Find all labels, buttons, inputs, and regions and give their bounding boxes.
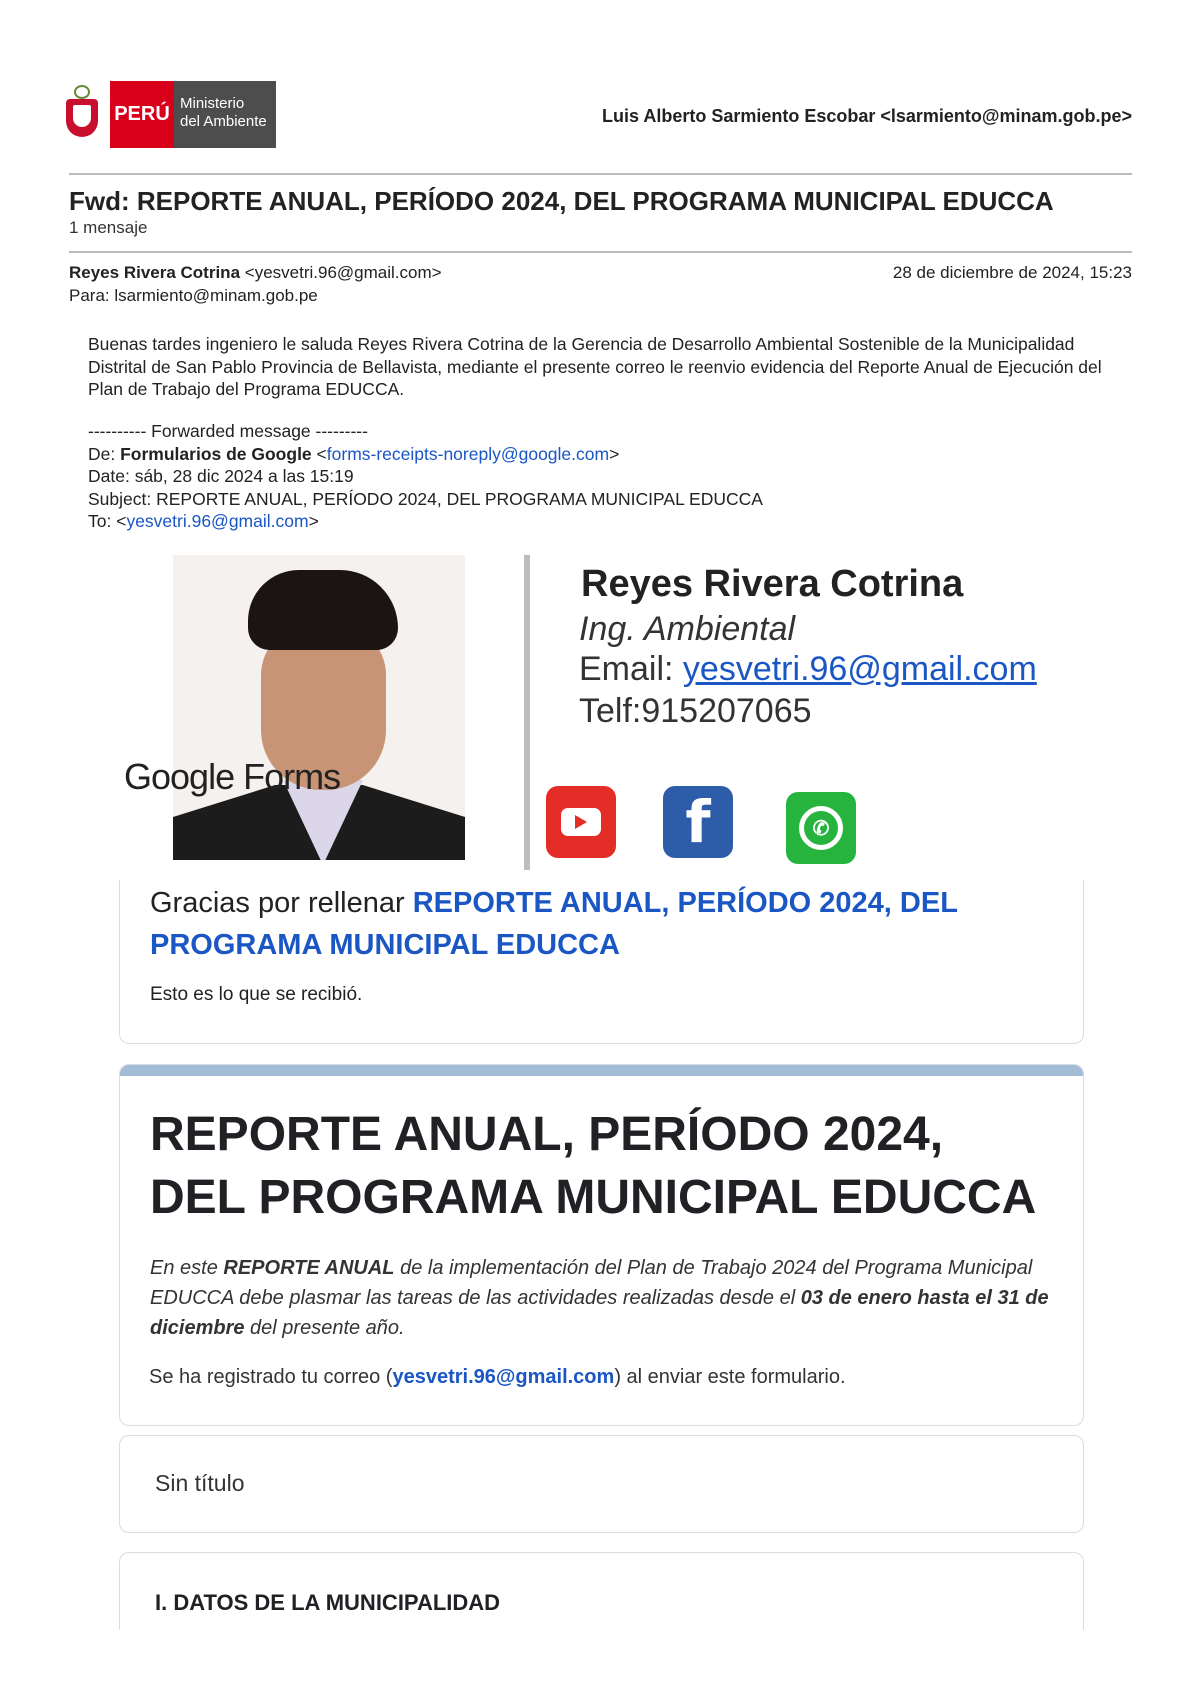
signature-role: Ing. Ambiental: [579, 610, 796, 648]
google-forms-logo: Google Forms: [124, 756, 341, 797]
recipient: Para: lsarmiento@minam.gob.pe: [69, 286, 318, 305]
forwarded-from: De: Formularios de Google <forms-receipts-noreply@google.com>: [88, 443, 620, 464]
signature-divider: [524, 555, 530, 870]
coat-of-arms-icon: [60, 83, 104, 147]
section-card-untitled: [119, 1435, 1084, 1533]
forwarded-from-email[interactable]: forms-receipts-noreply@google.com: [326, 443, 610, 464]
profile-photo: [173, 555, 465, 860]
sender: [69, 263, 442, 283]
form-description: En este REPORTE ANUAL de la implementación del Plan de Trabajo 2024 del Programa Municipal EDUCCA debe plasmar las tareas de las actividades realizadas desde el 03 de enero hasta el 31 de diciembre del presente año.: [150, 1257, 1049, 1339]
confirmation-card: [119, 880, 1084, 1044]
form-title: REPORTE ANUAL, PERÍODO 2024, DEL PROGRAMA MUNICIPAL EDUCCA: [150, 1108, 1037, 1224]
account-name: Luis Alberto Sarmiento Escobar <lsarmiento@minam.gob.pe>: [601, 106, 1132, 126]
logo-peru: PERÚ: [110, 81, 174, 148]
thanks-heading: Gracias por rellenar REPORTE ANUAL, PERÍODO 2024, DEL PROGRAMA MUNICIPAL EDUCCA: [150, 887, 958, 961]
sender-email: <yesvetri.96@gmail.com>: [244, 263, 442, 282]
whatsapp-icon[interactable]: ✆: [786, 792, 856, 864]
signature-name: Reyes Rivera Cotrina: [581, 563, 964, 605]
thread-title: Fwd: REPORTE ANUAL, PERÍODO 2024, DEL PROGRAMA MUNICIPAL EDUCCA: [69, 186, 1054, 216]
message-date: 28 de diciembre de 2024, 15:23: [892, 263, 1132, 282]
accent-band: [120, 1065, 1083, 1076]
message-count: 1 mensaje: [69, 218, 148, 237]
logo-ministry: Ministerio del Ambiente: [174, 81, 276, 148]
forwarded-separator: ---------- Forwarded message ---------: [88, 421, 368, 441]
forwarded-to-email[interactable]: yesvetri.96@gmail.com: [126, 511, 309, 532]
sender-name: Reyes Rivera Cotrina: [69, 263, 241, 282]
signature-email: Email: yesvetri.96@gmail.com: [579, 650, 1037, 688]
youtube-icon[interactable]: [546, 786, 616, 858]
form-header-card: [119, 1064, 1084, 1426]
signature-email-link[interactable]: yesvetri.96@gmail.com: [682, 650, 1037, 688]
message-body: Buenas tardes ingeniero le saluda Reyes Rivera Cotrina de la Gerencia de Desarrollo Ambiental Sostenible de la Municipalidad Distrital de San Pablo Provincia de Bellavista, mediante el presente correo le reenvio evidencia del Reporte Anual de Ejecución del Plan de Trabajo del Programa EDUCCA.: [88, 334, 1102, 399]
forwarded-header: [88, 420, 763, 533]
forwarded-subject: Subject: REPORTE ANUAL, PERÍODO 2024, DEL PROGRAMA MUNICIPAL EDUCCA: [88, 488, 763, 509]
registered-email-note: Se ha registrado tu correo (yesvetri.96@gmail.com) al enviar este formulario.: [149, 1366, 846, 1388]
signature-phone: Telf:915207065: [579, 692, 812, 730]
received-text: Esto es lo que se recibió.: [150, 984, 363, 1005]
registered-email[interactable]: yesvetri.96@gmail.com: [392, 1366, 615, 1388]
page-bottom: [0, 1630, 1190, 1690]
divider: [69, 251, 1132, 253]
section-title: I. DATOS DE LA MUNICIPALIDAD: [155, 1590, 501, 1615]
form-link[interactable]: REPORTE ANUAL, PERÍODO 2024, DEL PROGRAMA MUNICIPAL EDUCCA: [150, 887, 958, 961]
ministerio-logo: [60, 81, 276, 148]
forwarded-date: Date: sáb, 28 dic 2024 a las 15:19: [88, 466, 354, 487]
facebook-icon[interactable]: f: [663, 786, 733, 858]
divider: [69, 173, 1132, 175]
forwarded-to: To: <yesvetri.96@gmail.com>: [88, 511, 319, 532]
section-title: Sin título: [155, 1470, 245, 1496]
